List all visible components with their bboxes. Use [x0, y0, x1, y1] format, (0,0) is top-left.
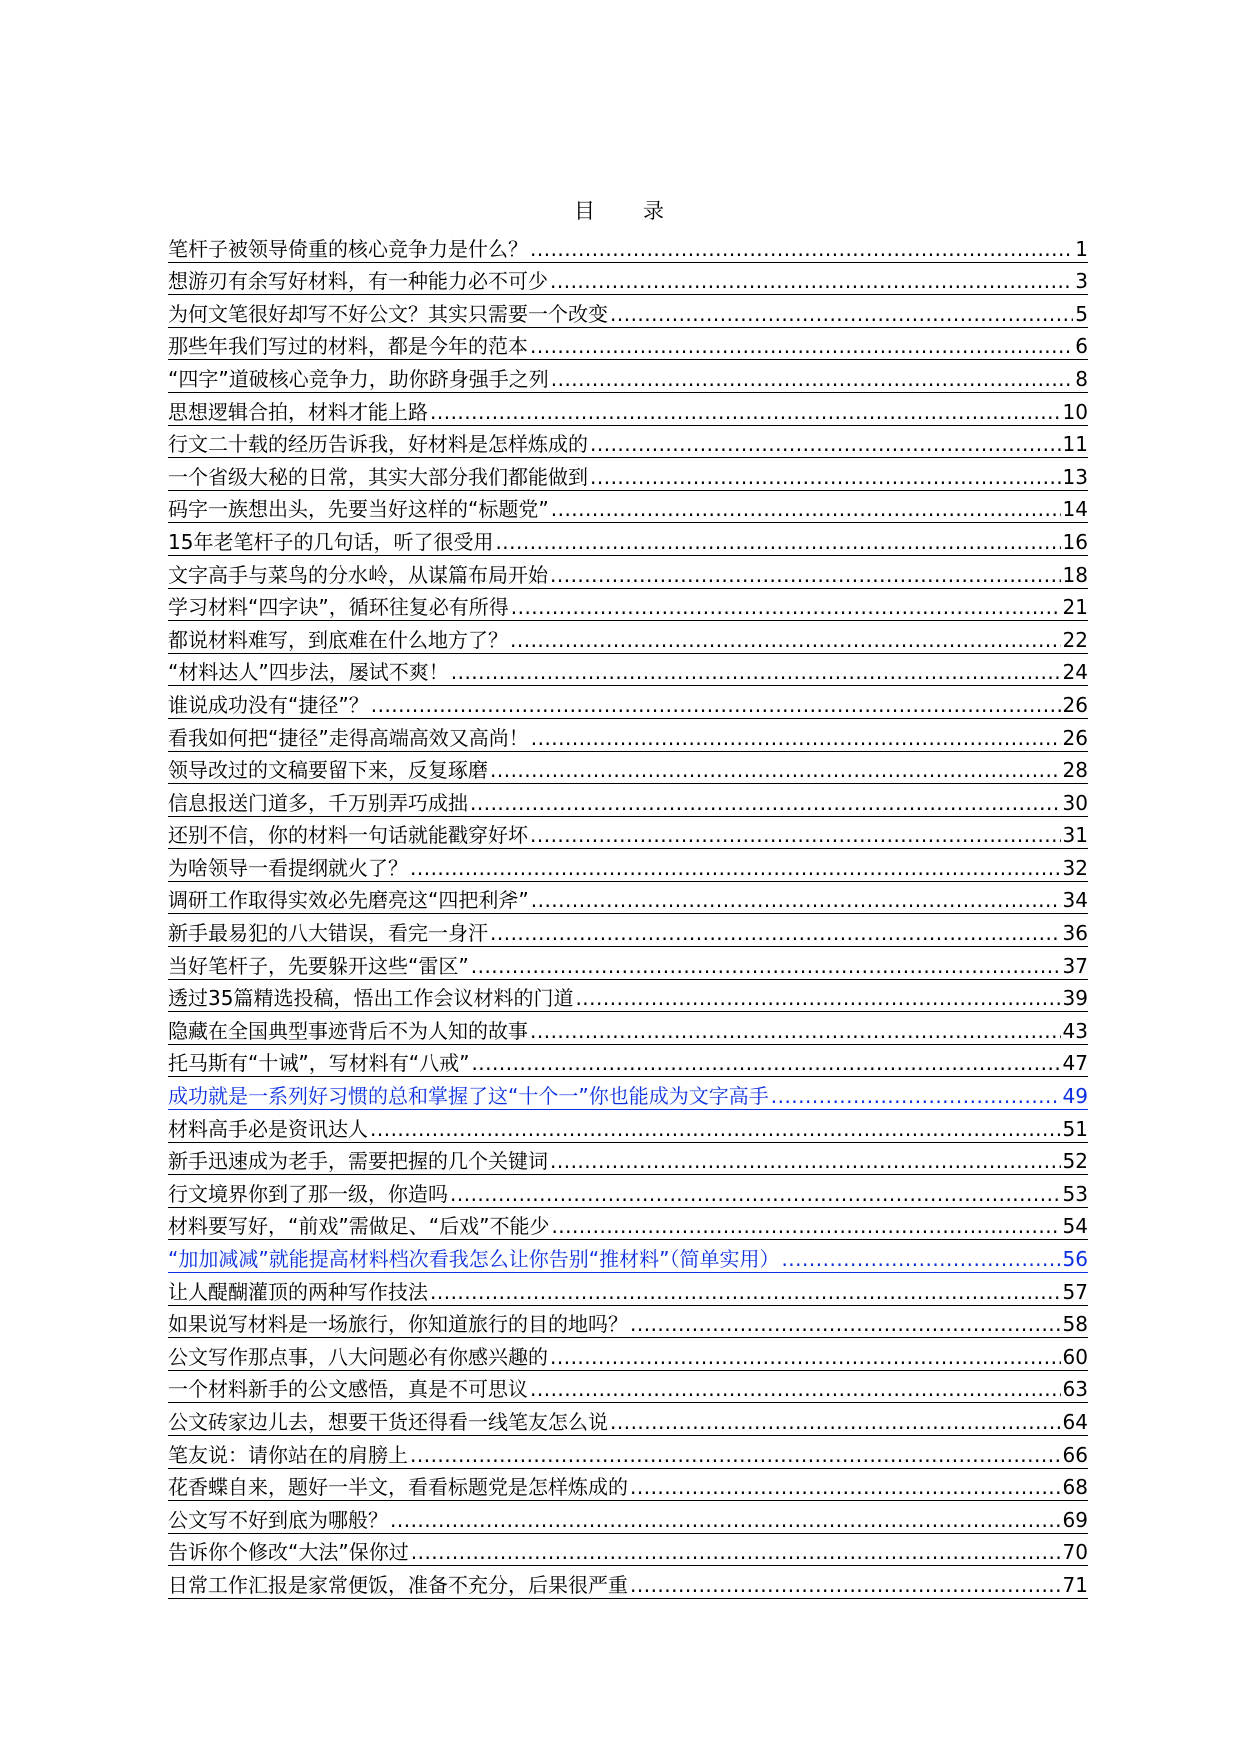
toc-dot-leader — [551, 367, 1074, 391]
toc-title: 目 录 — [574, 199, 666, 223]
toc-entry-page-number: 34 — [1062, 888, 1088, 913]
toc-dot-leader — [495, 530, 1060, 554]
toc-entry[interactable] — [168, 1371, 1088, 1404]
toc-entry[interactable] — [168, 426, 1088, 459]
toc-dot-leader — [550, 1345, 1061, 1369]
toc-dot-leader — [530, 334, 1073, 358]
toc-dot-leader — [530, 1377, 1061, 1401]
toc-dot-leader — [451, 660, 1061, 684]
toc-entry[interactable] — [168, 1077, 1088, 1110]
toc-entry[interactable] — [168, 914, 1088, 947]
toc-dot-leader — [411, 1540, 1061, 1564]
toc-entry-page-number: 68 — [1062, 1475, 1088, 1500]
toc-dot-leader — [530, 1019, 1061, 1043]
toc-entry-title: 笔友说：请你站在的肩膀上 — [168, 1442, 408, 1467]
toc-entry-page-number: 37 — [1062, 953, 1088, 978]
toc-entry-page-number: 60 — [1062, 1344, 1088, 1369]
toc-entry[interactable] — [168, 1403, 1088, 1436]
toc-dot-leader — [530, 823, 1061, 847]
toc-entry-page-number: 36 — [1062, 921, 1088, 946]
toc-dot-leader — [630, 1475, 1061, 1499]
toc-entry[interactable] — [168, 686, 1088, 719]
toc-dot-leader — [590, 465, 1061, 489]
toc-entry[interactable] — [168, 1240, 1088, 1273]
toc-entry[interactable] — [168, 1208, 1088, 1241]
toc-entry[interactable] — [168, 1501, 1088, 1534]
toc-dot-leader — [550, 563, 1061, 587]
toc-dot-leader — [630, 1312, 1061, 1336]
toc-entry-page-number: 28 — [1062, 758, 1088, 783]
toc-dot-leader — [471, 954, 1061, 978]
toc-entry[interactable] — [168, 1306, 1088, 1339]
toc-entry-title: 看我如何把“捷径”走得高端高效又高尚！ — [168, 725, 529, 750]
toc-entry-title: 成功就是一系列好习惯的总和掌握了这“十个一”你也能成为文字高手 — [168, 1084, 769, 1109]
toc-dot-leader — [450, 1182, 1061, 1206]
toc-entry[interactable] — [168, 458, 1088, 491]
toc-dot-leader — [610, 1410, 1061, 1434]
toc-entry-page-number: 39 — [1062, 986, 1088, 1011]
toc-entry-title: 当好笔杆子，先要躲开这些“雷区” — [168, 953, 469, 978]
toc-entry-title: 公文砖家边儿去，想要干货还得看一线笔友怎么说 — [168, 1409, 608, 1434]
toc-entry-title: 公文写不好到底为哪般？ — [168, 1507, 388, 1532]
toc-entry[interactable] — [168, 556, 1088, 589]
toc-entry[interactable] — [168, 947, 1088, 980]
toc-dot-leader — [771, 1084, 1061, 1108]
toc-dot-leader — [551, 497, 1061, 521]
toc-entry-title: 一个省级大秘的日常，其实大部分我们都能做到 — [168, 464, 588, 489]
toc-entry-page-number: 63 — [1062, 1377, 1088, 1402]
toc-entry-title: 托马斯有“十诫”，写材料有“八戒” — [168, 1051, 470, 1076]
toc-entry-title: 材料要写好，“前戏”需做足、“后戏”不能少 — [168, 1214, 550, 1239]
toc-entry-title: 笔杆子被领导倚重的核心竞争力是什么？ — [168, 236, 528, 261]
toc-entry-page-number: 57 — [1062, 1279, 1088, 1304]
toc-entry[interactable] — [168, 1436, 1088, 1469]
toc-dot-leader — [575, 986, 1060, 1010]
toc-entry-title: 告诉你个修改“大法”保你过 — [168, 1540, 409, 1565]
toc-dot-leader — [390, 1508, 1061, 1532]
toc-entry-title: 调研工作取得实效必先磨亮这“四把利斧” — [168, 888, 529, 913]
toc-entry-page-number: 1 — [1075, 236, 1088, 261]
toc-entry-page-number: 21 — [1062, 595, 1088, 620]
toc-entry-page-number: 26 — [1062, 692, 1088, 717]
toc-entry[interactable] — [168, 621, 1088, 654]
toc-entry-page-number: 14 — [1062, 497, 1088, 522]
toc-dot-leader — [781, 1247, 1060, 1271]
toc-dot-leader — [530, 237, 1073, 261]
toc-entry-page-number: 56 — [1062, 1247, 1088, 1271]
toc-entry-page-number: 51 — [1062, 1116, 1088, 1141]
toc-entry-title: 日常工作汇报是家常便饭，准备不充分，后果很严重 — [168, 1572, 628, 1597]
toc-entry-title: 透过35篇精选投稿，悟出工作会议材料的门道 — [168, 986, 574, 1011]
table-of-contents — [168, 230, 1088, 1599]
toc-entry[interactable] — [168, 1338, 1088, 1371]
toc-entry-page-number: 54 — [1062, 1214, 1088, 1239]
toc-dot-leader — [471, 1051, 1060, 1075]
toc-entry-title: 公文写作那点事，八大问题必有你感兴趣的 — [168, 1344, 548, 1369]
toc-entry-page-number: 8 — [1075, 366, 1088, 391]
toc-entry-page-number: 26 — [1062, 725, 1088, 750]
toc-entry[interactable] — [168, 1273, 1088, 1306]
toc-entry[interactable] — [168, 491, 1088, 524]
toc-entry[interactable] — [168, 230, 1088, 263]
toc-entry-title: 学习材料“四字诀”，循环往复必有所得 — [168, 595, 509, 620]
toc-entry-title: 谁说成功没有“捷径”？ — [168, 692, 369, 717]
toc-entry[interactable] — [168, 1566, 1088, 1599]
toc-entry[interactable] — [168, 1534, 1088, 1567]
toc-entry[interactable] — [168, 817, 1088, 850]
toc-dot-leader — [370, 1117, 1061, 1141]
toc-entry-title: 花香蝶自来，题好一半文，看看标题党是怎样炼成的 — [168, 1475, 628, 1500]
toc-entry-title: 码字一族想出头，先要当好这样的“标题党” — [168, 497, 549, 522]
toc-entry-title: 都说材料难写，到底难在什么地方了？ — [168, 627, 508, 652]
toc-entry-page-number: 52 — [1062, 1149, 1088, 1174]
toc-entry-title: 让人醍醐灌顶的两种写作技法 — [168, 1279, 428, 1304]
toc-entry-page-number: 70 — [1062, 1540, 1088, 1565]
toc-dot-leader — [430, 1280, 1061, 1304]
toc-dot-leader — [550, 1149, 1061, 1173]
toc-entry[interactable] — [168, 360, 1088, 393]
toc-entry-page-number: 71 — [1062, 1572, 1088, 1597]
toc-entry-page-number: 5 — [1075, 301, 1088, 326]
toc-entry-page-number: 24 — [1062, 660, 1088, 685]
toc-dot-leader — [550, 269, 1073, 293]
toc-entry-page-number: 69 — [1062, 1507, 1088, 1532]
toc-dot-leader — [510, 628, 1061, 652]
toc-dot-leader — [551, 1214, 1060, 1238]
toc-dot-leader — [430, 400, 1061, 424]
toc-entry[interactable] — [168, 784, 1088, 817]
toc-entry[interactable] — [168, 1045, 1088, 1078]
toc-entry-page-number: 18 — [1062, 562, 1088, 587]
toc-entry-page-number: 13 — [1062, 464, 1088, 489]
toc-entry-title: “加加减减”就能提高材料档次看我怎么让你告别“推材料”（简单实用） — [168, 1247, 780, 1271]
toc-entry-title: 文字高手与菜鸟的分水岭，从谋篇布局开始 — [168, 562, 548, 587]
toc-entry-title: 想游刃有余写好材料，有一种能力必不可少 — [168, 269, 548, 294]
toc-entry-title: 隐藏在全国典型事迹背后不为人知的故事 — [168, 1018, 528, 1043]
toc-dot-leader — [490, 921, 1061, 945]
toc-entry[interactable] — [168, 328, 1088, 361]
toc-entry-page-number: 47 — [1062, 1051, 1088, 1076]
toc-entry[interactable] — [168, 1110, 1088, 1143]
toc-dot-leader — [610, 302, 1073, 326]
toc-entry-page-number: 31 — [1062, 823, 1088, 848]
toc-dot-leader — [371, 693, 1061, 717]
toc-entry-title: 行文二十载的经历告诉我，好材料是怎样炼成的 — [168, 432, 588, 457]
toc-entry-title: “四字”道破核心竞争力，助你跻身强手之列 — [168, 366, 549, 391]
toc-entry[interactable] — [168, 882, 1088, 915]
toc-entry-page-number: 30 — [1062, 790, 1088, 815]
toc-entry-title: 新手迅速成为老手，需要把握的几个关键词 — [168, 1149, 548, 1174]
toc-entry[interactable] — [168, 980, 1088, 1013]
toc-entry[interactable] — [168, 523, 1088, 556]
toc-entry-page-number: 53 — [1062, 1181, 1088, 1206]
toc-entry-page-number: 3 — [1075, 269, 1088, 294]
toc-entry[interactable] — [168, 295, 1088, 328]
toc-entry-page-number: 16 — [1062, 529, 1088, 554]
toc-dot-leader — [511, 595, 1061, 619]
toc-dot-leader — [630, 1573, 1061, 1597]
toc-entry[interactable] — [168, 719, 1088, 752]
toc-entry-title: 15年老笔杆子的几句话，听了很受用 — [168, 529, 494, 554]
toc-entry-page-number: 10 — [1062, 399, 1088, 424]
toc-entry[interactable] — [168, 393, 1088, 426]
toc-entry[interactable] — [168, 849, 1088, 882]
toc-dot-leader — [410, 1443, 1061, 1467]
toc-entry-page-number: 11 — [1062, 432, 1088, 457]
toc-entry[interactable] — [168, 589, 1088, 622]
toc-entry-title: 信息报送门道多，千万别弄巧成拙 — [168, 790, 468, 815]
toc-entry-page-number: 6 — [1075, 334, 1088, 359]
toc-entry-title: 行文境界你到了那一级，你造吗 — [168, 1181, 448, 1206]
toc-entry-title: 领导改过的文稿要留下来，反复琢磨 — [168, 758, 488, 783]
toc-entry-page-number: 64 — [1062, 1409, 1088, 1434]
toc-entry[interactable] — [168, 654, 1088, 687]
toc-entry[interactable] — [168, 1175, 1088, 1208]
toc-entry-title: 一个材料新手的公文感悟，真是不可思议 — [168, 1377, 528, 1402]
toc-entry-page-number: 58 — [1062, 1312, 1088, 1337]
toc-entry[interactable] — [168, 1469, 1088, 1502]
toc-entry[interactable] — [168, 263, 1088, 296]
toc-entry[interactable] — [168, 1012, 1088, 1045]
toc-entry-title: 那些年我们写过的材料，都是今年的范本 — [168, 334, 528, 359]
toc-entry-title: 新手最易犯的八大错误，看完一身汗 — [168, 921, 488, 946]
toc-entry[interactable] — [168, 1143, 1088, 1176]
toc-entry-title: 还别不信，你的材料一句话就能戳穿好坏 — [168, 823, 528, 848]
toc-entry-page-number: 49 — [1062, 1084, 1088, 1109]
toc-entry-title: 为啥领导一看提纲就火了？ — [168, 855, 408, 880]
toc-entry-page-number: 32 — [1062, 855, 1088, 880]
toc-dot-leader — [410, 856, 1061, 880]
toc-entry-title: 思想逻辑合拍，材料才能上路 — [168, 399, 428, 424]
toc-entry-title: 为何文笔很好却写不好公文？其实只需要一个改变 — [168, 301, 608, 326]
toc-dot-leader — [490, 758, 1061, 782]
toc-entry-title: “材料达人”四步法，屡试不爽！ — [168, 660, 449, 685]
toc-dot-leader — [531, 888, 1061, 912]
toc-dot-leader — [531, 726, 1061, 750]
toc-entry-page-number: 43 — [1062, 1018, 1088, 1043]
toc-dot-leader — [470, 791, 1061, 815]
toc-dot-leader — [590, 432, 1061, 456]
toc-entry-page-number: 22 — [1062, 627, 1088, 652]
toc-entry[interactable] — [168, 752, 1088, 785]
toc-entry-page-number: 66 — [1062, 1442, 1088, 1467]
toc-entry-title: 如果说写材料是一场旅行，你知道旅行的目的地吗？ — [168, 1312, 628, 1337]
toc-entry-title: 材料高手必是资讯达人 — [168, 1116, 368, 1141]
